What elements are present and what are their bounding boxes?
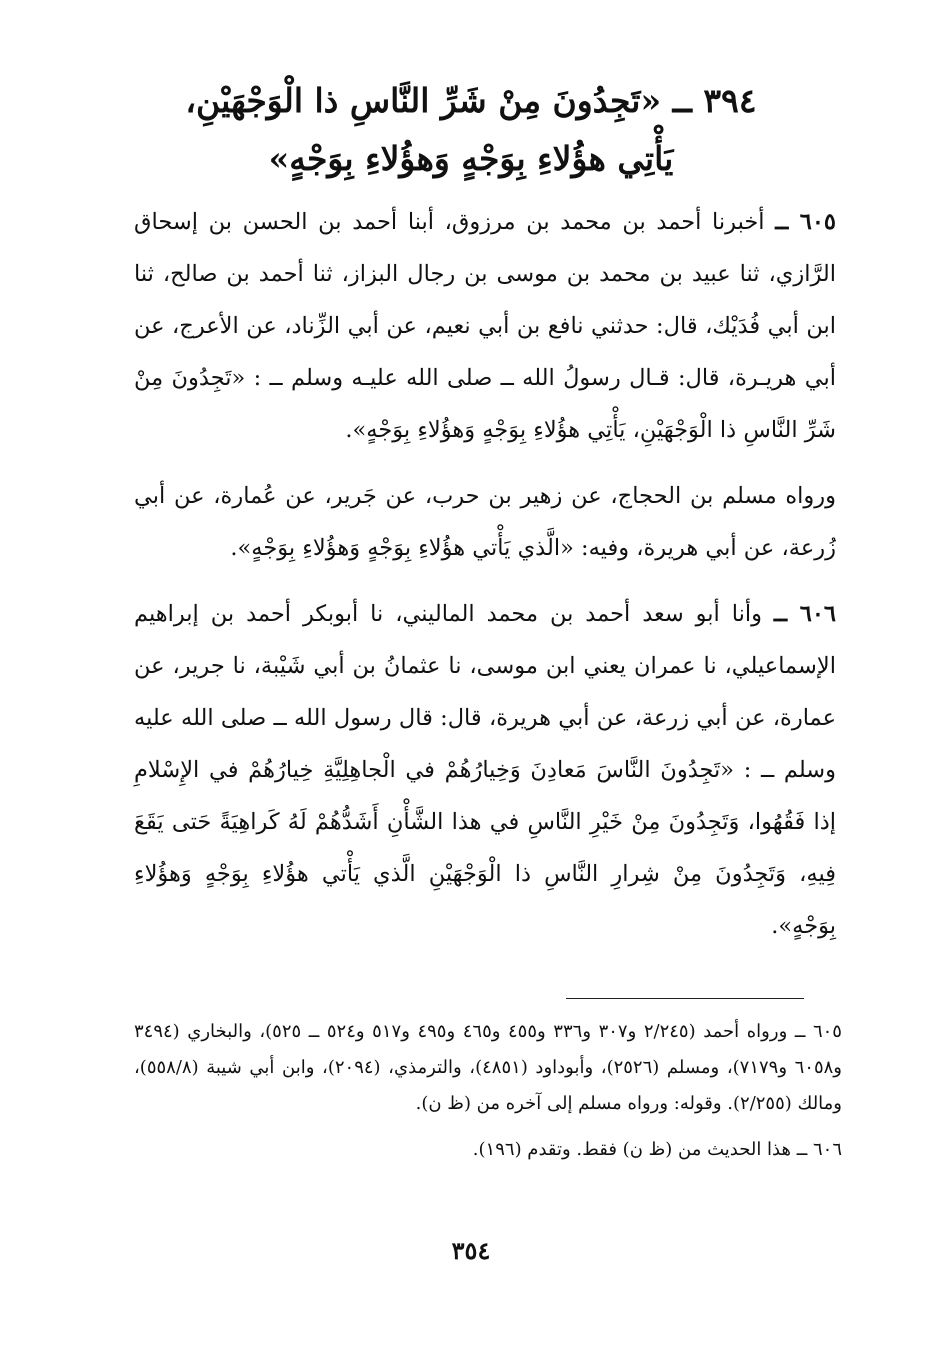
hadith-number: ٦٠٦ ــ: [773, 601, 836, 627]
page-number: ٣٥٤: [451, 1236, 491, 1265]
main-text: [134, 196, 836, 952]
paragraph-605: [134, 196, 836, 456]
paragraph-text: وأنا أبو سعد أحمد بن محمد الماليني، نا أبوبكر أحمد بن إبراهيم الإسماعيلي، نا عمران يعني ابن موسى، نا عثمانُ بن أبي شَيْبة، نا جرير، عن عمارة، عن أبي زرعة، عن أبي هريرة، قال: قال رسول الله ــ صلى الله عليه وسلم ــ : «تَجِدُونَ النَّاسَ مَعادِنَ وَخِيارُهُمْ في الْجاهِلِيَّةِ خِيارُهُمْ في الإِسْلامِ إذا فَقُهُوا، وَتَجِدُونَ مِنْ خَيْرِ النَّاسِ في هذا الشَّأْنِ أَشَدُّهُمْ لَهُ كَراهِيَةً حَتى يَقَعَ فِيهِ، وَتَجِدُونَ مِنْ شِرارِ النَّاسِ ذا الْوَجْهَيْنِ الَّذي يَأْتي هؤُلاءِ بِوَجْهٍ وَهؤُلاءِ بِوَجْهٍ».: [134, 601, 836, 939]
hadith-number: ٦٠٥ ــ: [775, 209, 836, 235]
paragraph-muslim-narration: [134, 470, 836, 574]
heading-line-2: يَأْتِي هؤُلاءِ بِوَجْهٍ وَهؤُلاءِ بِوَجْهٍ»: [268, 139, 674, 178]
footnote-606: ٦٠٦ ــ هذا الحديث من (ظ ن) فقط. وتقدم (١٩٦).: [472, 1139, 842, 1160]
paragraph-text: ورواه مسلم بن الحجاج، عن زهير بن حرب، عن جَرير، عن عُمارة، عن أبي زُرعة، عن أبي هريرة، وفيه: «الَّذي يَأْتي هؤُلاءِ بِوَجْهٍ وَهؤُلاءِ بِوَجْهٍ».: [134, 483, 836, 561]
chapter-heading: [120, 72, 822, 188]
paragraph-606: [134, 588, 836, 952]
footnote-separator: [566, 998, 804, 999]
footnote-605: ٦٠٥ ــ ورواه أحمد (٢/٢٤٥ و٣٠٧ و٣٣٦ و٤٥٥ و٤٦٥ و٤٩٥ و٥١٧ و٥٢٤ ــ ٥٢٥)، والبخاري (٣٤٩٤ و٦٠٥٨ و٧١٧٩)، ومسلم (٢٥٢٦)، وأبوداود (٤٨٥١)، والترمذي، (٢٠٩٤)، وابن أبي شيبة (٥٥٨/٨)، ومالك (٢/٢٥٥). وقوله: ورواه مسلم إلى آخره من (ظ ن).: [134, 1021, 842, 1114]
heading-line-1: ٣٩٤ ــ «تَجِدُونَ مِنْ شَرِّ النَّاسِ ذا الْوَجْهَيْنِ،: [185, 81, 757, 120]
footnotes: [134, 1014, 842, 1168]
paragraph-text: أخبرنا أحمد بن محمد بن مرزوق، أبنا أحمد بن الحسن بن إسحاق الرَّازي، ثنا عبيد بن محمد بن موسى بن رجال البزاز، ثنا أحمد بن صالح، ثنا ابن أبي فُدَيْك، قال: حدثني نافع بن أبي نعيم، عن أبي الزِّناد، عن الأعرج، عن أبي هريـرة، قال: قـال رسولُ الله ــ صلى الله عليـه وسلم ــ : «تَجِدُونَ مِنْ شَرِّ النَّاسِ ذا الْوَجْهَيْنِ، يَأْتِي هؤُلاءِ بِوَجْهٍ وَهؤُلاءِ بِوَجْهٍ».: [134, 209, 836, 443]
